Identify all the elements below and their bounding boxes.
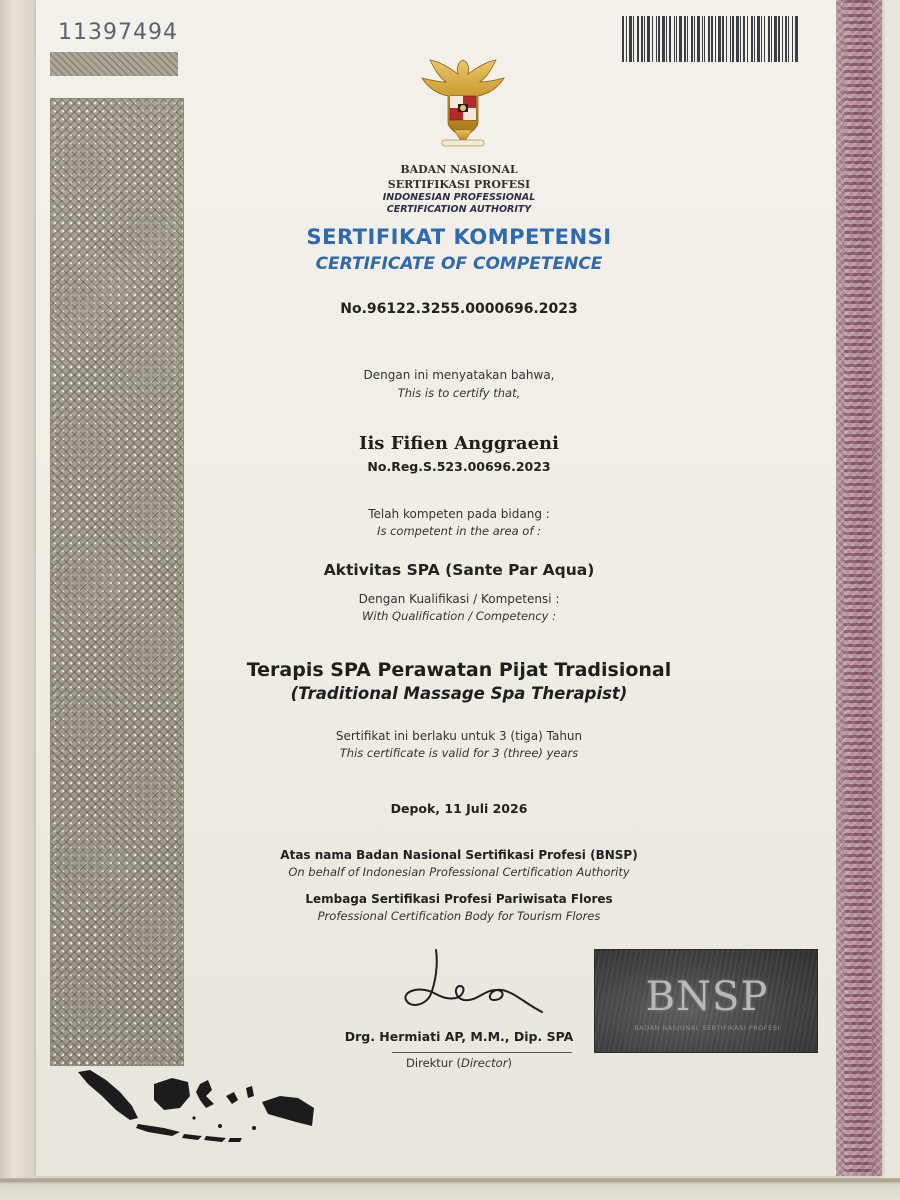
barcode-bar [740,16,741,62]
barcode-bar [637,16,639,62]
indonesia-map-icon [76,1066,316,1152]
certification-body-id: Lembaga Sertifikasi Profesi Pariwisata Flores [305,892,613,906]
signer-role-id: Direktur [406,1056,453,1070]
qualification-label-en: With Qualification / Competency : [362,609,556,623]
holder-name: Iis Fifien Anggraeni [359,433,559,454]
barcode-bar [711,16,713,62]
barcode-bar [687,16,688,62]
barcode-bar [718,16,721,62]
certificate-title-en: CERTIFICATE OF COMPETENCE [315,254,603,274]
barcode-bar [764,16,765,62]
barcode-bar [626,16,627,62]
barcode-bar [656,16,657,62]
barcode-bar [622,16,624,62]
registration-number: No.Reg.S.523.00696.2023 [367,459,551,474]
barcode-bar [694,16,695,62]
barcode-bar [782,16,783,62]
bnsp-hologram-stamp [594,949,818,1053]
security-panel-top [50,52,178,76]
signer-underline [392,1052,572,1053]
barcode-bar [795,16,798,62]
qualification-title-id: Terapis SPA Perawatan Pijat Tradisional [246,659,672,681]
serial-number: 11397494 [58,20,178,45]
barcode-bar [757,16,760,62]
certify-statement-en: This is to certify that, [397,386,521,400]
behalf-statement-en: On behalf of Indonesian Professional Certification Authority [288,865,630,879]
barcode-bar [785,16,787,62]
competence-field: Aktivitas SPA (Sante Par Aqua) [323,561,595,579]
barcode-bar [697,16,700,62]
issuer-name-id-line2: SERTIFIKASI PROFESI [387,178,531,191]
barcode-bar [641,16,643,62]
competent-label-en: Is competent in the area of : [377,524,541,538]
signer-role: Direktur (Director) [406,1056,512,1070]
certificate-title-id: SERTIFIKAT KOMPETENSI [306,225,612,249]
certificate-document [36,0,882,1176]
barcode-bar [732,16,734,62]
barcode-bar [726,16,727,62]
barcode-bar [704,16,705,62]
barcode-bar [778,16,780,62]
bnsp-stamp-subtext: BADAN NASIONAL SERTIFIKASI PROFESI [634,1024,780,1032]
barcode-bar [774,16,777,62]
validity-en: This certificate is valid for 3 (three) years [339,746,579,760]
barcode-bar [761,16,762,62]
barcode-bar [674,16,675,62]
barcode-bar [684,16,686,62]
barcode-bar [792,16,793,62]
garuda-emblem-icon [412,52,514,152]
issuer-name-id-line1: BADAN NASIONAL [400,163,518,176]
issuer-name-en [36,192,882,216]
bnsp-logo-text: BNSP [645,974,769,1020]
barcode-bar [708,16,710,62]
barcode-bar [658,16,660,62]
place-date: Depok, 11 Juli 2026 [390,801,528,816]
barcode-bar [633,16,634,62]
barcode-bar [715,16,716,62]
barcode-bar [679,16,682,62]
barcode-icon [622,16,818,62]
certification-body-en: Professional Certification Body for Tourism Flores [317,909,601,923]
qualification-label-id: Dengan Kualifikasi / Kompetensi : [358,592,560,606]
barcode-bar [662,16,665,62]
issuer-name-id [36,162,882,192]
barcode-bar [743,16,745,62]
barcode-bar [754,16,755,62]
behalf-statement-id: Atas nama Badan Nasional Sertifikasi Profesi (BNSP) [280,848,638,862]
issuer-name-en-line1: INDONESIAN PROFESSIONAL [382,192,536,203]
barcode-bar [730,16,731,62]
barcode-bar [722,16,724,62]
competent-label-id: Telah kompeten pada bidang : [368,507,550,521]
barcode-bar [747,16,748,62]
issuer-name-en-line2: CERTIFICATION AUTHORITY [386,204,532,215]
barcode-bar [771,16,772,62]
barcode-bar [788,16,789,62]
barcode-bar [629,16,632,62]
barcode-bar [702,16,703,62]
barcode-bar [676,16,677,62]
barcode-bar [751,16,753,62]
validity-id: Sertifikat ini berlaku untuk 3 (tiga) Tahun [335,729,583,743]
signer-role-en: Director [461,1056,508,1070]
barcode-bar [647,16,650,62]
barcode-bar [652,16,653,62]
certificate-number: No.96122.3255.0000696.2023 [340,301,578,317]
barcode-bar [691,16,693,62]
barcode-bar [669,16,671,62]
barcode-bar [666,16,667,62]
barcode-bar [644,16,645,62]
signer-name: Drg. Hermiati AP, M.M., Dip. SPA [344,1029,574,1044]
certify-statement-id: Dengan ini menyatakan bahwa, [363,368,555,382]
frame-edge [0,1178,900,1200]
barcode-bar [768,16,770,62]
signature-icon [366,944,566,1026]
barcode-bar [736,16,739,62]
qualification-title-en: (Traditional Massage Spa Therapist) [290,684,628,703]
